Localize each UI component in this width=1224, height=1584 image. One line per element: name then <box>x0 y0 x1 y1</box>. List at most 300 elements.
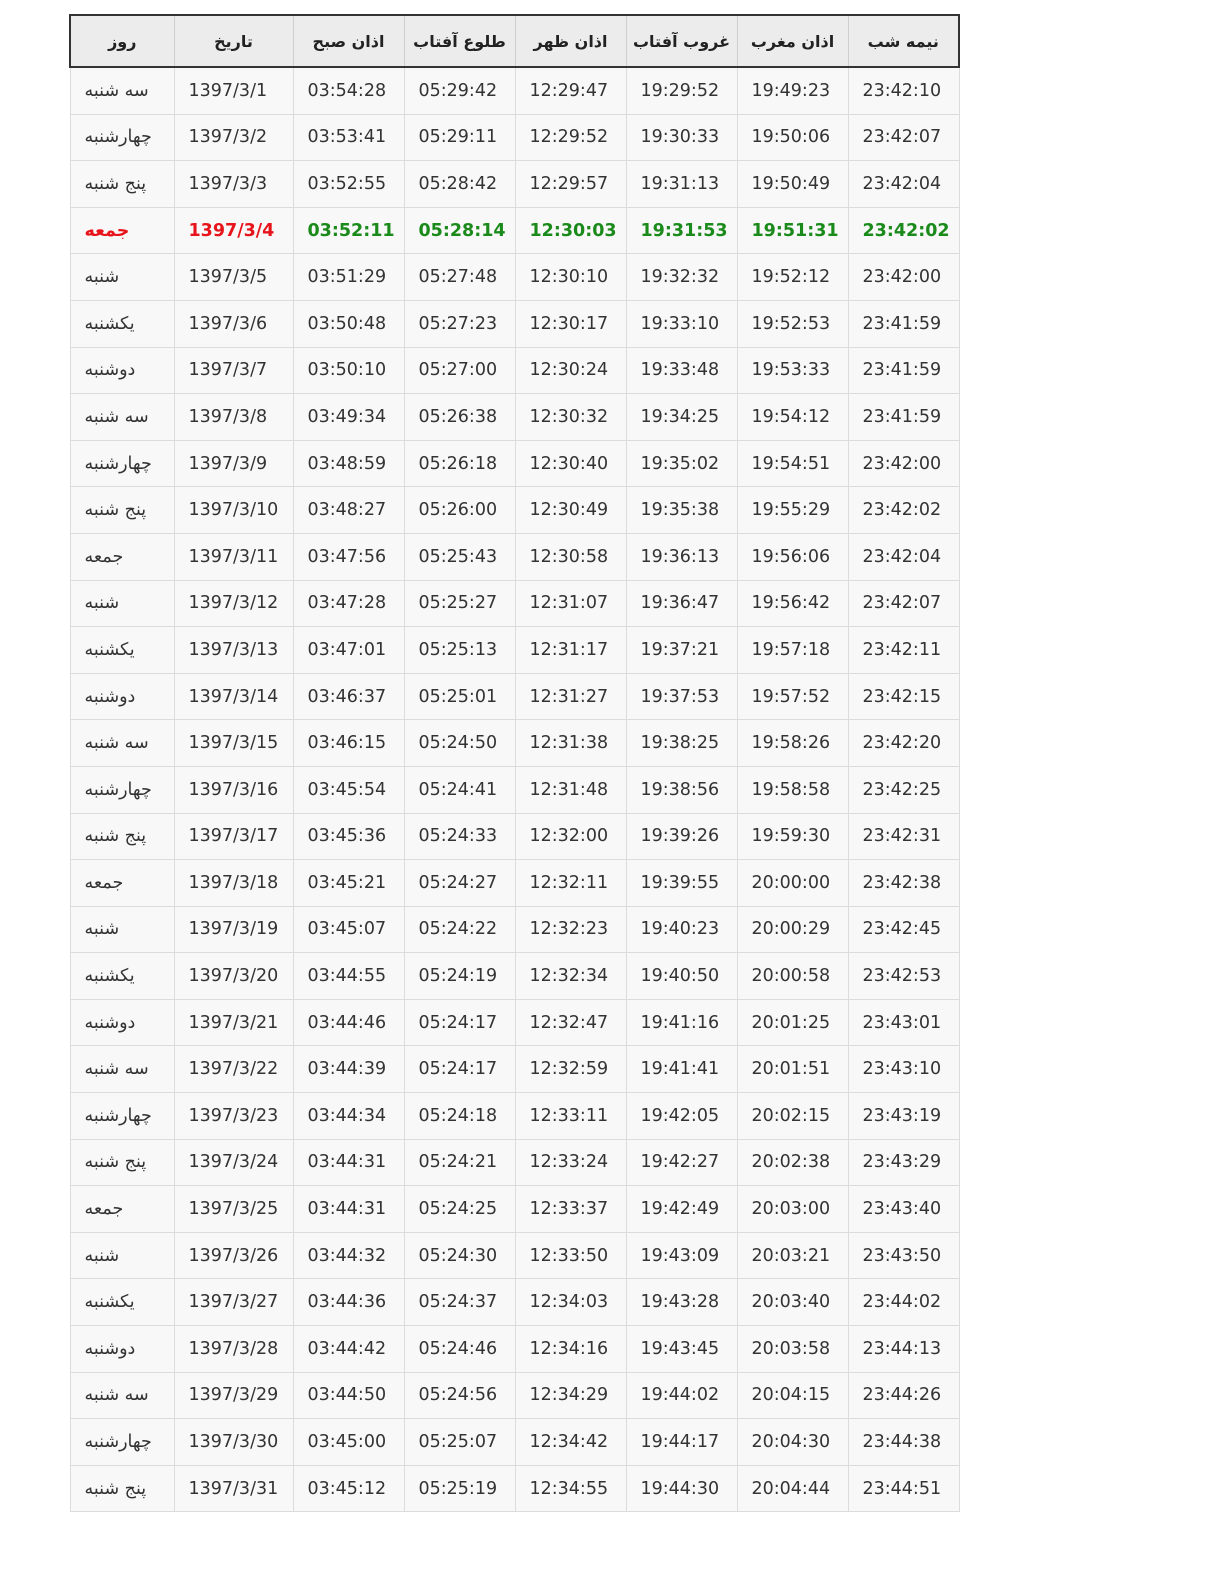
cell-day <box>70 720 174 767</box>
table-row <box>70 394 959 441</box>
cell-day <box>70 860 174 907</box>
cell-midnight: 23:44:38 <box>848 1419 959 1466</box>
cell-maghrib: 19:59:30 <box>737 813 848 860</box>
day-name: یکشنبه <box>84 1292 135 1313</box>
cell-fajr: 03:53:41 <box>293 114 404 161</box>
header-row <box>70 15 959 67</box>
cell-date: 1397/3/14 <box>174 673 293 720</box>
cell-dhuhr: 12:30:17 <box>515 300 626 347</box>
cell-sunset: 19:40:50 <box>626 953 737 1000</box>
header-sunset: غروب آفتاب <box>626 15 737 67</box>
cell-sunrise: 05:26:38 <box>404 394 515 441</box>
cell-midnight: 23:43:29 <box>848 1139 959 1186</box>
day-name: شنبه <box>84 919 120 940</box>
cell-sunset: 19:37:21 <box>626 627 737 674</box>
day-name: سه شنبه <box>84 406 149 427</box>
table-row <box>70 300 959 347</box>
table-row <box>70 533 959 580</box>
cell-maghrib: 19:49:23 <box>737 67 848 114</box>
cell-maghrib: 19:52:53 <box>737 300 848 347</box>
cell-day <box>70 1326 174 1373</box>
cell-sunrise: 05:24:50 <box>404 720 515 767</box>
cell-dhuhr: 12:34:03 <box>515 1279 626 1326</box>
cell-fajr: 03:45:07 <box>293 906 404 953</box>
cell-midnight: 23:43:01 <box>848 999 959 1046</box>
cell-dhuhr: 12:34:42 <box>515 1419 626 1466</box>
cell-day <box>70 627 174 674</box>
cell-midnight: 23:42:02 <box>848 487 959 534</box>
cell-sunrise: 05:24:17 <box>404 1046 515 1093</box>
cell-date: 1397/3/25 <box>174 1186 293 1233</box>
cell-fajr: 03:44:50 <box>293 1372 404 1419</box>
cell-dhuhr: 12:33:24 <box>515 1139 626 1186</box>
cell-sunset: 19:40:23 <box>626 906 737 953</box>
cell-maghrib: 19:52:12 <box>737 254 848 301</box>
cell-maghrib: 19:58:58 <box>737 766 848 813</box>
cell-day <box>70 1139 174 1186</box>
day-name: چهارشنبه <box>84 453 152 474</box>
cell-sunrise: 05:24:41 <box>404 766 515 813</box>
cell-dhuhr: 12:32:34 <box>515 953 626 1000</box>
cell-dhuhr: 12:34:55 <box>515 1465 626 1512</box>
cell-midnight: 23:42:00 <box>848 254 959 301</box>
cell-maghrib: 19:54:51 <box>737 440 848 487</box>
table-row <box>70 953 959 1000</box>
cell-fajr: 03:48:59 <box>293 440 404 487</box>
day-name: یکشنبه <box>84 966 135 987</box>
table-row <box>70 999 959 1046</box>
table-row <box>70 673 959 720</box>
cell-day <box>70 533 174 580</box>
cell-maghrib: 19:54:12 <box>737 394 848 441</box>
header-date: تاریخ <box>174 15 293 67</box>
table-row <box>70 1372 959 1419</box>
cell-fajr: 03:46:37 <box>293 673 404 720</box>
cell-midnight: 23:43:50 <box>848 1232 959 1279</box>
cell-date: 1397/3/3 <box>174 161 293 208</box>
cell-sunrise: 05:25:27 <box>404 580 515 627</box>
cell-date: 1397/3/24 <box>174 1139 293 1186</box>
cell-dhuhr: 12:30:32 <box>515 394 626 441</box>
table-header <box>70 15 959 67</box>
cell-day <box>70 1465 174 1512</box>
cell-maghrib: 20:02:38 <box>737 1139 848 1186</box>
day-name: جمعه <box>84 220 130 241</box>
cell-midnight: 23:42:11 <box>848 627 959 674</box>
cell-sunrise: 05:25:13 <box>404 627 515 674</box>
day-name: سه شنبه <box>84 80 149 101</box>
cell-sunset: 19:36:47 <box>626 580 737 627</box>
cell-date: 1397/3/17 <box>174 813 293 860</box>
cell-day <box>70 440 174 487</box>
table-row <box>70 1326 959 1373</box>
cell-dhuhr: 12:33:11 <box>515 1093 626 1140</box>
cell-midnight: 23:43:10 <box>848 1046 959 1093</box>
cell-sunset: 19:29:52 <box>626 67 737 114</box>
day-name: جمعه <box>84 1199 124 1220</box>
table-row <box>70 1046 959 1093</box>
cell-sunset: 19:33:48 <box>626 347 737 394</box>
cell-fajr: 03:52:11 <box>293 207 404 254</box>
cell-date: 1397/3/28 <box>174 1326 293 1373</box>
cell-maghrib: 20:04:30 <box>737 1419 848 1466</box>
table-row <box>70 627 959 674</box>
day-name: سه شنبه <box>84 733 149 754</box>
cell-day <box>70 1232 174 1279</box>
cell-dhuhr: 12:32:47 <box>515 999 626 1046</box>
cell-midnight: 23:44:13 <box>848 1326 959 1373</box>
day-name: دوشنبه <box>84 360 136 381</box>
cell-day <box>70 1093 174 1140</box>
cell-date: 1397/3/22 <box>174 1046 293 1093</box>
cell-date: 1397/3/1 <box>174 67 293 114</box>
cell-maghrib: 19:50:49 <box>737 161 848 208</box>
cell-sunrise: 05:24:18 <box>404 1093 515 1140</box>
cell-fajr: 03:44:39 <box>293 1046 404 1093</box>
cell-sunset: 19:42:49 <box>626 1186 737 1233</box>
table-row <box>70 67 959 114</box>
day-name: یکشنبه <box>84 313 135 334</box>
header-sunrise: طلوع آفتاب <box>404 15 515 67</box>
cell-day <box>70 1046 174 1093</box>
cell-maghrib: 19:56:06 <box>737 533 848 580</box>
table-row <box>70 766 959 813</box>
header-maghrib: اذان مغرب <box>737 15 848 67</box>
cell-dhuhr: 12:29:52 <box>515 114 626 161</box>
cell-sunrise: 05:24:30 <box>404 1232 515 1279</box>
day-name: دوشنبه <box>84 686 136 707</box>
day-name: شنبه <box>84 267 120 288</box>
cell-maghrib: 19:57:18 <box>737 627 848 674</box>
cell-day <box>70 1372 174 1419</box>
day-name: چهارشنبه <box>84 127 152 148</box>
cell-dhuhr: 12:31:38 <box>515 720 626 767</box>
cell-sunset: 19:44:02 <box>626 1372 737 1419</box>
cell-midnight: 23:42:31 <box>848 813 959 860</box>
table-row <box>70 487 959 534</box>
cell-date: 1397/3/2 <box>174 114 293 161</box>
cell-fajr: 03:50:10 <box>293 347 404 394</box>
cell-sunrise: 05:27:23 <box>404 300 515 347</box>
day-name: پنج شنبه <box>84 1478 147 1499</box>
cell-dhuhr: 12:29:47 <box>515 67 626 114</box>
cell-dhuhr: 12:32:00 <box>515 813 626 860</box>
cell-day <box>70 394 174 441</box>
cell-midnight: 23:43:19 <box>848 1093 959 1140</box>
cell-date: 1397/3/5 <box>174 254 293 301</box>
cell-maghrib: 20:00:29 <box>737 906 848 953</box>
cell-dhuhr: 12:33:37 <box>515 1186 626 1233</box>
cell-sunrise: 05:28:42 <box>404 161 515 208</box>
cell-sunrise: 05:29:11 <box>404 114 515 161</box>
cell-sunset: 19:44:17 <box>626 1419 737 1466</box>
cell-day <box>70 300 174 347</box>
cell-midnight: 23:44:02 <box>848 1279 959 1326</box>
cell-sunrise: 05:24:19 <box>404 953 515 1000</box>
cell-fajr: 03:44:34 <box>293 1093 404 1140</box>
day-name: پنج شنبه <box>84 1152 147 1173</box>
day-name: دوشنبه <box>84 1338 136 1359</box>
cell-date: 1397/3/23 <box>174 1093 293 1140</box>
cell-date: 1397/3/26 <box>174 1232 293 1279</box>
header-dhuhr: اذان ظهر <box>515 15 626 67</box>
cell-sunset: 19:33:10 <box>626 300 737 347</box>
cell-fajr: 03:44:55 <box>293 953 404 1000</box>
cell-sunset: 19:44:30 <box>626 1465 737 1512</box>
cell-fajr: 03:47:01 <box>293 627 404 674</box>
table-row <box>70 1419 959 1466</box>
cell-sunrise: 05:26:00 <box>404 487 515 534</box>
cell-fajr: 03:45:12 <box>293 1465 404 1512</box>
cell-day <box>70 580 174 627</box>
table-row <box>70 440 959 487</box>
cell-sunset: 19:43:09 <box>626 1232 737 1279</box>
cell-midnight: 23:42:07 <box>848 580 959 627</box>
cell-midnight: 23:42:45 <box>848 906 959 953</box>
cell-fajr: 03:44:32 <box>293 1232 404 1279</box>
cell-date: 1397/3/9 <box>174 440 293 487</box>
table-row <box>70 347 959 394</box>
cell-sunset: 19:39:55 <box>626 860 737 907</box>
cell-day <box>70 813 174 860</box>
cell-fajr: 03:50:48 <box>293 300 404 347</box>
prayer-times-table-container <box>69 14 958 1512</box>
cell-fajr: 03:45:21 <box>293 860 404 907</box>
cell-fajr: 03:51:29 <box>293 254 404 301</box>
cell-midnight: 23:42:10 <box>848 67 959 114</box>
cell-fajr: 03:47:28 <box>293 580 404 627</box>
cell-sunrise: 05:28:14 <box>404 207 515 254</box>
day-name: جمعه <box>84 872 124 893</box>
day-name: شنبه <box>84 593 120 614</box>
table-row <box>70 860 959 907</box>
cell-day <box>70 999 174 1046</box>
cell-maghrib: 20:00:00 <box>737 860 848 907</box>
table-row <box>70 813 959 860</box>
day-name: شنبه <box>84 1245 120 1266</box>
cell-sunrise: 05:25:01 <box>404 673 515 720</box>
cell-date: 1397/3/21 <box>174 999 293 1046</box>
cell-dhuhr: 12:31:17 <box>515 627 626 674</box>
cell-sunset: 19:43:28 <box>626 1279 737 1326</box>
cell-date: 1397/3/8 <box>174 394 293 441</box>
cell-date: 1397/3/15 <box>174 720 293 767</box>
cell-fajr: 03:45:36 <box>293 813 404 860</box>
cell-sunset: 19:38:25 <box>626 720 737 767</box>
cell-fajr: 03:52:55 <box>293 161 404 208</box>
cell-midnight: 23:44:51 <box>848 1465 959 1512</box>
day-name: یکشنبه <box>84 639 135 660</box>
cell-dhuhr: 12:33:50 <box>515 1232 626 1279</box>
cell-day <box>70 906 174 953</box>
day-name: پنج شنبه <box>84 826 147 847</box>
cell-sunset: 19:30:33 <box>626 114 737 161</box>
cell-maghrib: 20:03:21 <box>737 1232 848 1279</box>
cell-day <box>70 254 174 301</box>
cell-day <box>70 161 174 208</box>
cell-sunset: 19:36:13 <box>626 533 737 580</box>
cell-sunrise: 05:24:33 <box>404 813 515 860</box>
cell-dhuhr: 12:34:16 <box>515 1326 626 1373</box>
cell-day <box>70 673 174 720</box>
prayer-times-table <box>69 14 960 1512</box>
cell-sunrise: 05:24:17 <box>404 999 515 1046</box>
cell-midnight: 23:42:07 <box>848 114 959 161</box>
table-row <box>70 1232 959 1279</box>
cell-sunrise: 05:25:43 <box>404 533 515 580</box>
cell-fajr: 03:46:15 <box>293 720 404 767</box>
cell-sunset: 19:39:26 <box>626 813 737 860</box>
cell-midnight: 23:41:59 <box>848 394 959 441</box>
cell-date: 1397/3/19 <box>174 906 293 953</box>
cell-dhuhr: 12:32:23 <box>515 906 626 953</box>
cell-maghrib: 19:57:52 <box>737 673 848 720</box>
cell-sunset: 19:31:13 <box>626 161 737 208</box>
table-row <box>70 161 959 208</box>
cell-sunset: 19:42:27 <box>626 1139 737 1186</box>
cell-date: 1397/3/4 <box>174 207 293 254</box>
cell-day <box>70 207 174 254</box>
cell-sunrise: 05:24:22 <box>404 906 515 953</box>
cell-sunrise: 05:27:48 <box>404 254 515 301</box>
cell-fajr: 03:48:27 <box>293 487 404 534</box>
cell-dhuhr: 12:30:10 <box>515 254 626 301</box>
day-name: سه شنبه <box>84 1385 149 1406</box>
cell-maghrib: 19:53:33 <box>737 347 848 394</box>
day-name: دوشنبه <box>84 1012 136 1033</box>
cell-sunset: 19:35:38 <box>626 487 737 534</box>
cell-midnight: 23:44:26 <box>848 1372 959 1419</box>
day-name: چهارشنبه <box>84 1432 152 1453</box>
table-row <box>70 1279 959 1326</box>
cell-date: 1397/3/13 <box>174 627 293 674</box>
cell-maghrib: 20:03:58 <box>737 1326 848 1373</box>
cell-date: 1397/3/31 <box>174 1465 293 1512</box>
cell-sunrise: 05:24:21 <box>404 1139 515 1186</box>
cell-sunset: 19:31:53 <box>626 207 737 254</box>
cell-fajr: 03:44:31 <box>293 1139 404 1186</box>
header-fajr: اذان صبح <box>293 15 404 67</box>
cell-fajr: 03:45:00 <box>293 1419 404 1466</box>
cell-midnight: 23:42:20 <box>848 720 959 767</box>
header-midnight: نیمه شب <box>848 15 959 67</box>
cell-sunrise: 05:25:07 <box>404 1419 515 1466</box>
cell-day <box>70 1186 174 1233</box>
cell-day <box>70 347 174 394</box>
cell-midnight: 23:42:00 <box>848 440 959 487</box>
cell-dhuhr: 12:30:40 <box>515 440 626 487</box>
cell-day <box>70 1279 174 1326</box>
cell-maghrib: 19:56:42 <box>737 580 848 627</box>
cell-dhuhr: 12:31:48 <box>515 766 626 813</box>
cell-fajr: 03:47:56 <box>293 533 404 580</box>
cell-day <box>70 67 174 114</box>
cell-sunset: 19:41:41 <box>626 1046 737 1093</box>
cell-maghrib: 19:58:26 <box>737 720 848 767</box>
cell-sunrise: 05:24:37 <box>404 1279 515 1326</box>
cell-sunrise: 05:29:42 <box>404 67 515 114</box>
cell-dhuhr: 12:30:58 <box>515 533 626 580</box>
day-name: پنج شنبه <box>84 173 147 194</box>
cell-day <box>70 487 174 534</box>
cell-maghrib: 20:04:15 <box>737 1372 848 1419</box>
cell-date: 1397/3/20 <box>174 953 293 1000</box>
cell-date: 1397/3/29 <box>174 1372 293 1419</box>
cell-sunrise: 05:25:19 <box>404 1465 515 1512</box>
cell-maghrib: 20:01:25 <box>737 999 848 1046</box>
cell-date: 1397/3/11 <box>174 533 293 580</box>
cell-sunset: 19:34:25 <box>626 394 737 441</box>
day-name: سه شنبه <box>84 1059 149 1080</box>
cell-fajr: 03:54:28 <box>293 67 404 114</box>
cell-fajr: 03:44:36 <box>293 1279 404 1326</box>
cell-dhuhr: 12:31:07 <box>515 580 626 627</box>
cell-sunrise: 05:26:18 <box>404 440 515 487</box>
cell-date: 1397/3/18 <box>174 860 293 907</box>
cell-sunset: 19:37:53 <box>626 673 737 720</box>
cell-maghrib: 20:02:15 <box>737 1093 848 1140</box>
cell-sunrise: 05:24:56 <box>404 1372 515 1419</box>
table-row <box>70 207 959 254</box>
cell-sunrise: 05:27:00 <box>404 347 515 394</box>
cell-midnight: 23:42:53 <box>848 953 959 1000</box>
day-name: چهارشنبه <box>84 1105 152 1126</box>
cell-dhuhr: 12:32:59 <box>515 1046 626 1093</box>
cell-sunset: 19:35:02 <box>626 440 737 487</box>
cell-date: 1397/3/10 <box>174 487 293 534</box>
header-day: روز <box>70 15 174 67</box>
cell-maghrib: 19:50:06 <box>737 114 848 161</box>
table-row <box>70 114 959 161</box>
table-body <box>70 67 959 1512</box>
cell-dhuhr: 12:34:29 <box>515 1372 626 1419</box>
cell-maghrib: 20:04:44 <box>737 1465 848 1512</box>
cell-maghrib: 20:00:58 <box>737 953 848 1000</box>
cell-fajr: 03:44:42 <box>293 1326 404 1373</box>
cell-fajr: 03:49:34 <box>293 394 404 441</box>
cell-midnight: 23:42:25 <box>848 766 959 813</box>
cell-dhuhr: 12:30:03 <box>515 207 626 254</box>
cell-sunset: 19:32:32 <box>626 254 737 301</box>
cell-sunset: 19:41:16 <box>626 999 737 1046</box>
table-row <box>70 1465 959 1512</box>
cell-date: 1397/3/7 <box>174 347 293 394</box>
cell-day <box>70 114 174 161</box>
cell-sunset: 19:43:45 <box>626 1326 737 1373</box>
cell-midnight: 23:42:04 <box>848 161 959 208</box>
cell-date: 1397/3/12 <box>174 580 293 627</box>
cell-date: 1397/3/16 <box>174 766 293 813</box>
table-row <box>70 720 959 767</box>
cell-fajr: 03:45:54 <box>293 766 404 813</box>
cell-day <box>70 1419 174 1466</box>
cell-midnight: 23:43:40 <box>848 1186 959 1233</box>
cell-midnight: 23:42:38 <box>848 860 959 907</box>
cell-date: 1397/3/30 <box>174 1419 293 1466</box>
cell-maghrib: 20:03:00 <box>737 1186 848 1233</box>
cell-sunrise: 05:24:25 <box>404 1186 515 1233</box>
cell-midnight: 23:42:04 <box>848 533 959 580</box>
cell-sunset: 19:42:05 <box>626 1093 737 1140</box>
day-name: جمعه <box>84 546 124 567</box>
table-row <box>70 1186 959 1233</box>
day-name: چهارشنبه <box>84 779 152 800</box>
cell-date: 1397/3/6 <box>174 300 293 347</box>
cell-fajr: 03:44:31 <box>293 1186 404 1233</box>
cell-day <box>70 953 174 1000</box>
cell-sunrise: 05:24:27 <box>404 860 515 907</box>
table-row <box>70 580 959 627</box>
